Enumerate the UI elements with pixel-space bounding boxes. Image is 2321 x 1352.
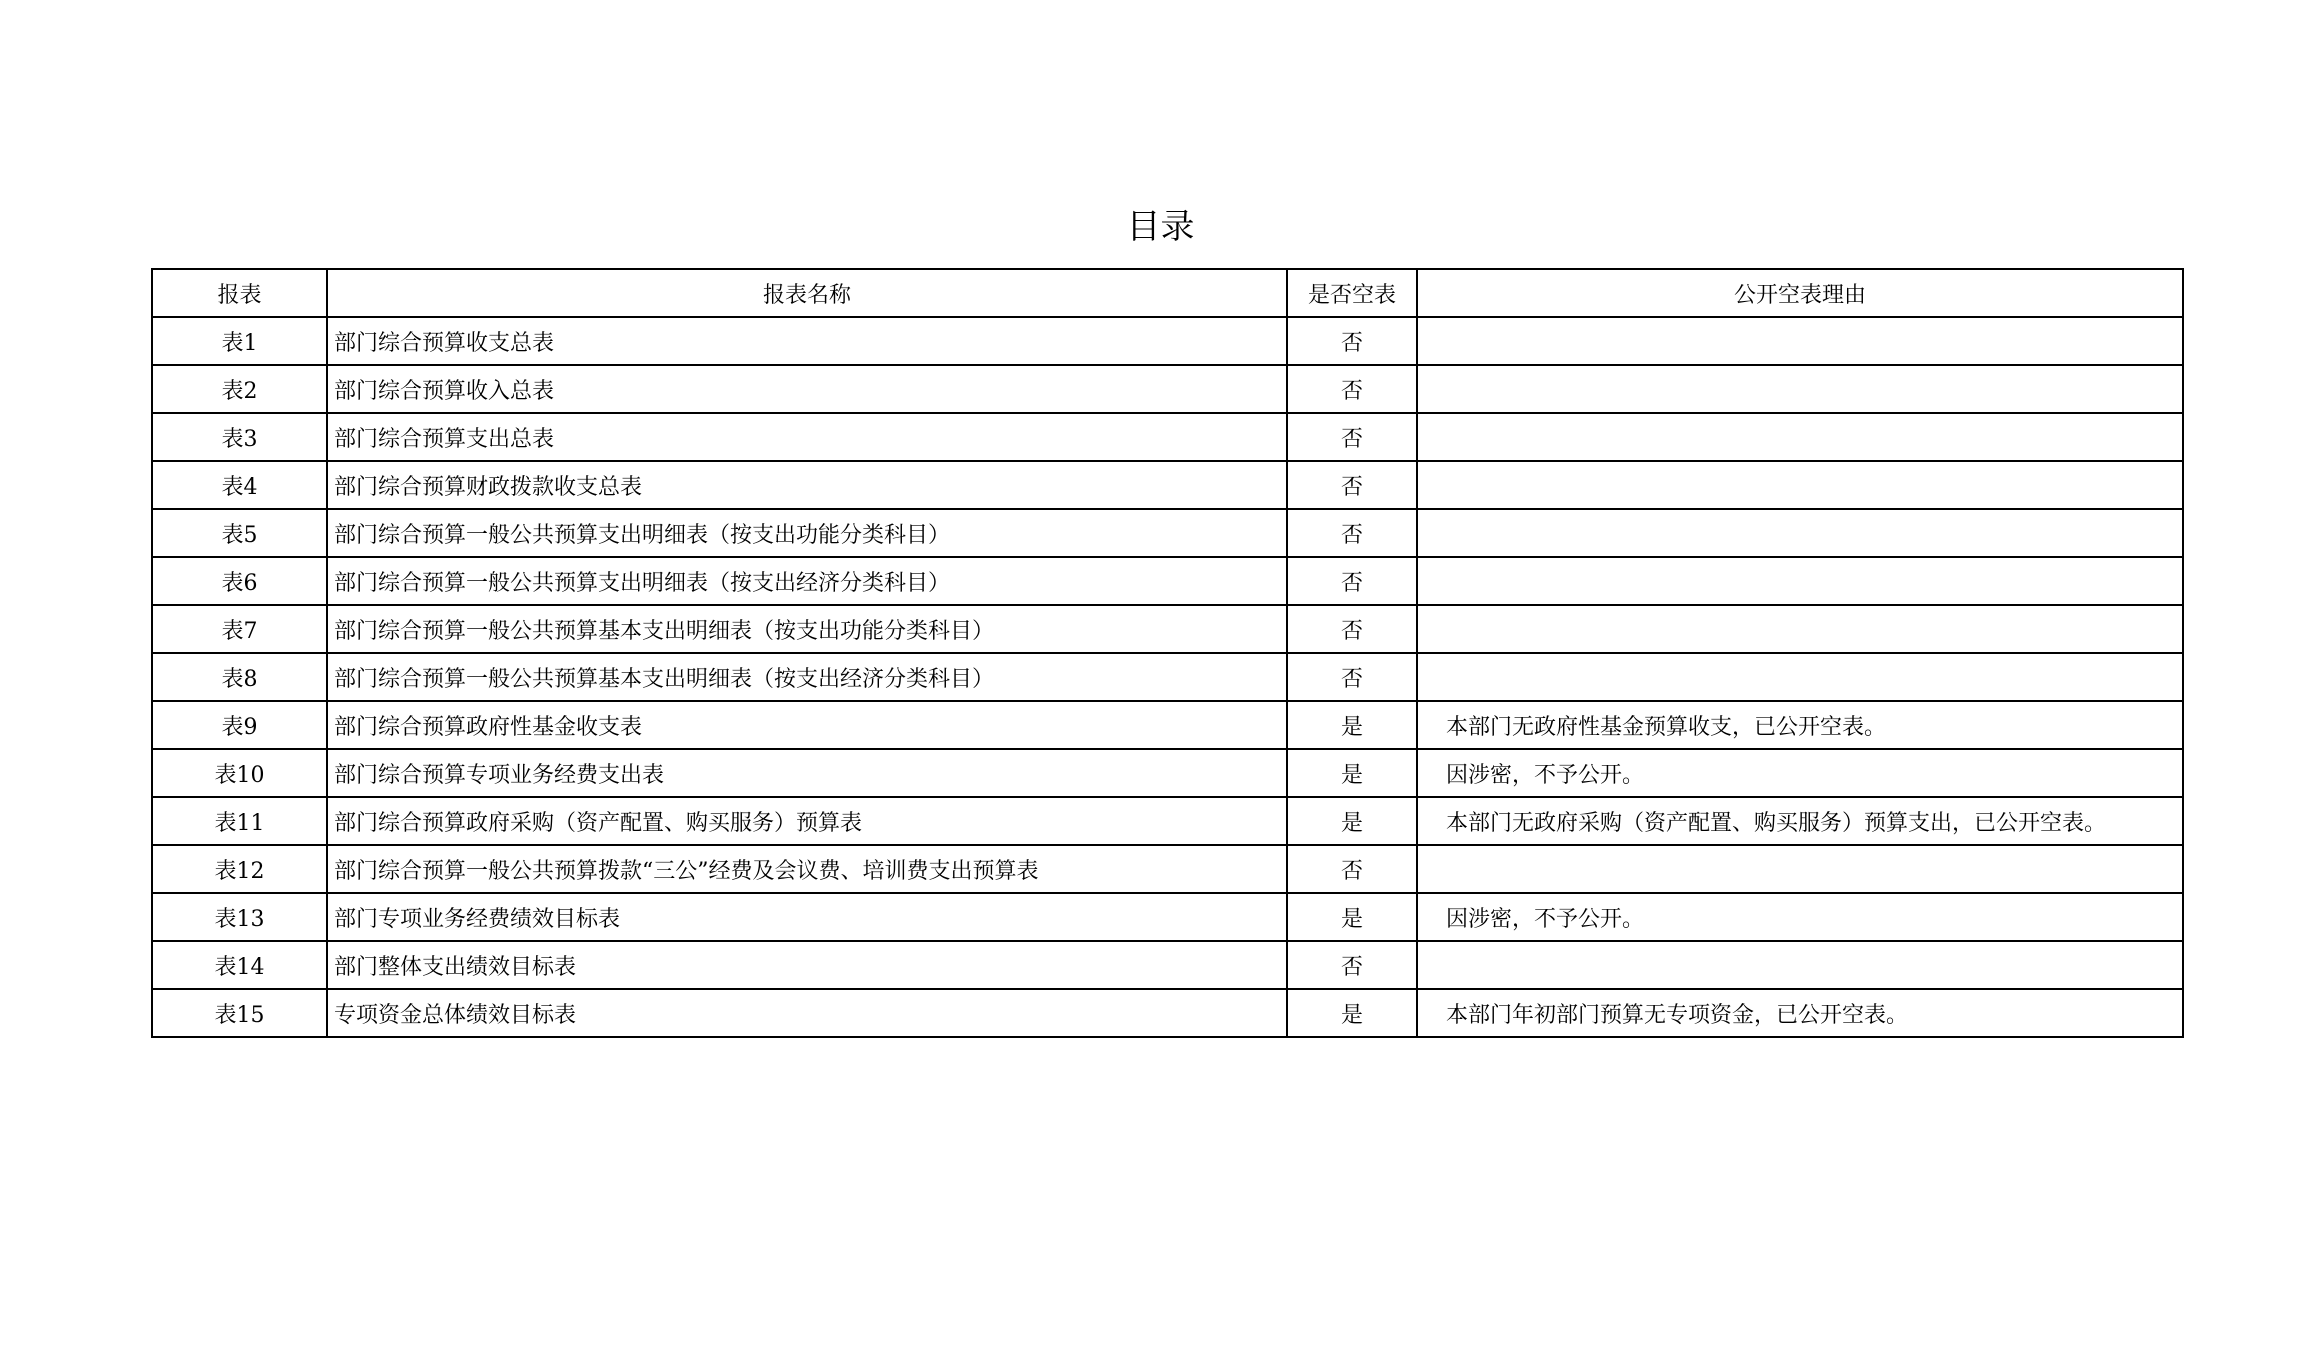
report-number: 表9 [152,701,327,749]
report-name: 部门综合预算政府性基金收支表 [327,701,1287,749]
empty-reason: 本部门无政府性基金预算收支，已公开空表。 [1417,701,2183,749]
report-name: 部门综合预算一般公共预算支出明细表（按支出功能分类科目） [327,509,1287,557]
is-empty: 否 [1287,413,1417,461]
report-name: 专项资金总体绩效目标表 [327,989,1287,1037]
empty-reason: 因涉密，不予公开。 [1417,893,2183,941]
report-number: 表6 [152,557,327,605]
table-row [152,989,2183,1037]
header-reason: 公开空表理由 [1417,269,2183,317]
report-number: 表15 [152,989,327,1037]
empty-reason [1417,413,2183,461]
table-row [152,797,2183,845]
is-empty: 是 [1287,749,1417,797]
page-title: 目录 [1126,207,1195,247]
is-empty: 否 [1287,509,1417,557]
is-empty: 否 [1287,941,1417,989]
is-empty: 否 [1287,365,1417,413]
table-row [152,845,2183,893]
empty-reason: 本部门年初部门预算无专项资金，已公开空表。 [1417,989,2183,1037]
report-number: 表14 [152,941,327,989]
report-name: 部门综合预算一般公共预算拨款“三公”经费及会议费、培训费支出预算表 [327,845,1287,893]
report-name: 部门综合预算收支总表 [327,317,1287,365]
table-row [152,893,2183,941]
empty-reason [1417,557,2183,605]
empty-reason [1417,845,2183,893]
empty-reason [1417,461,2183,509]
report-name: 部门整体支出绩效目标表 [327,941,1287,989]
report-name: 部门综合预算专项业务经费支出表 [327,749,1287,797]
is-empty: 是 [1287,893,1417,941]
table-row [152,701,2183,749]
empty-reason: 本部门无政府采购（资产配置、购买服务）预算支出，已公开空表。 [1417,797,2183,845]
empty-reason [1417,941,2183,989]
empty-reason: 因涉密，不予公开。 [1417,749,2183,797]
report-number: 表11 [152,797,327,845]
is-empty: 否 [1287,461,1417,509]
table-row [152,557,2183,605]
report-number: 表8 [152,653,327,701]
report-number: 表13 [152,893,327,941]
report-number: 表10 [152,749,327,797]
empty-reason [1417,509,2183,557]
report-name: 部门综合预算财政拨款收支总表 [327,461,1287,509]
is-empty: 否 [1287,845,1417,893]
report-name: 部门综合预算一般公共预算基本支出明细表（按支出经济分类科目） [327,653,1287,701]
is-empty: 否 [1287,317,1417,365]
header-is-empty: 是否空表 [1287,269,1417,317]
catalog-table [151,268,2184,1038]
report-number: 表3 [152,413,327,461]
table-row [152,605,2183,653]
report-number: 表5 [152,509,327,557]
table-header-row [152,269,2183,317]
report-number: 表2 [152,365,327,413]
report-number: 表12 [152,845,327,893]
empty-reason [1417,605,2183,653]
report-name: 部门综合预算一般公共预算基本支出明细表（按支出功能分类科目） [327,605,1287,653]
is-empty: 是 [1287,797,1417,845]
report-name: 部门综合预算收入总表 [327,365,1287,413]
table-row [152,365,2183,413]
table-row [152,941,2183,989]
report-number: 表1 [152,317,327,365]
table-row [152,509,2183,557]
report-name: 部门综合预算一般公共预算支出明细表（按支出经济分类科目） [327,557,1287,605]
table-row [152,461,2183,509]
header-report-name: 报表名称 [327,269,1287,317]
empty-reason [1417,653,2183,701]
table-row [152,749,2183,797]
is-empty: 否 [1287,653,1417,701]
is-empty: 否 [1287,605,1417,653]
is-empty: 是 [1287,701,1417,749]
table-row [152,413,2183,461]
is-empty: 否 [1287,557,1417,605]
empty-reason [1417,365,2183,413]
table-row [152,317,2183,365]
is-empty: 是 [1287,989,1417,1037]
table-row [152,653,2183,701]
report-name: 部门专项业务经费绩效目标表 [327,893,1287,941]
report-number: 表7 [152,605,327,653]
report-name: 部门综合预算政府采购（资产配置、购买服务）预算表 [327,797,1287,845]
report-name: 部门综合预算支出总表 [327,413,1287,461]
empty-reason [1417,317,2183,365]
header-report: 报表 [152,269,327,317]
report-number: 表4 [152,461,327,509]
